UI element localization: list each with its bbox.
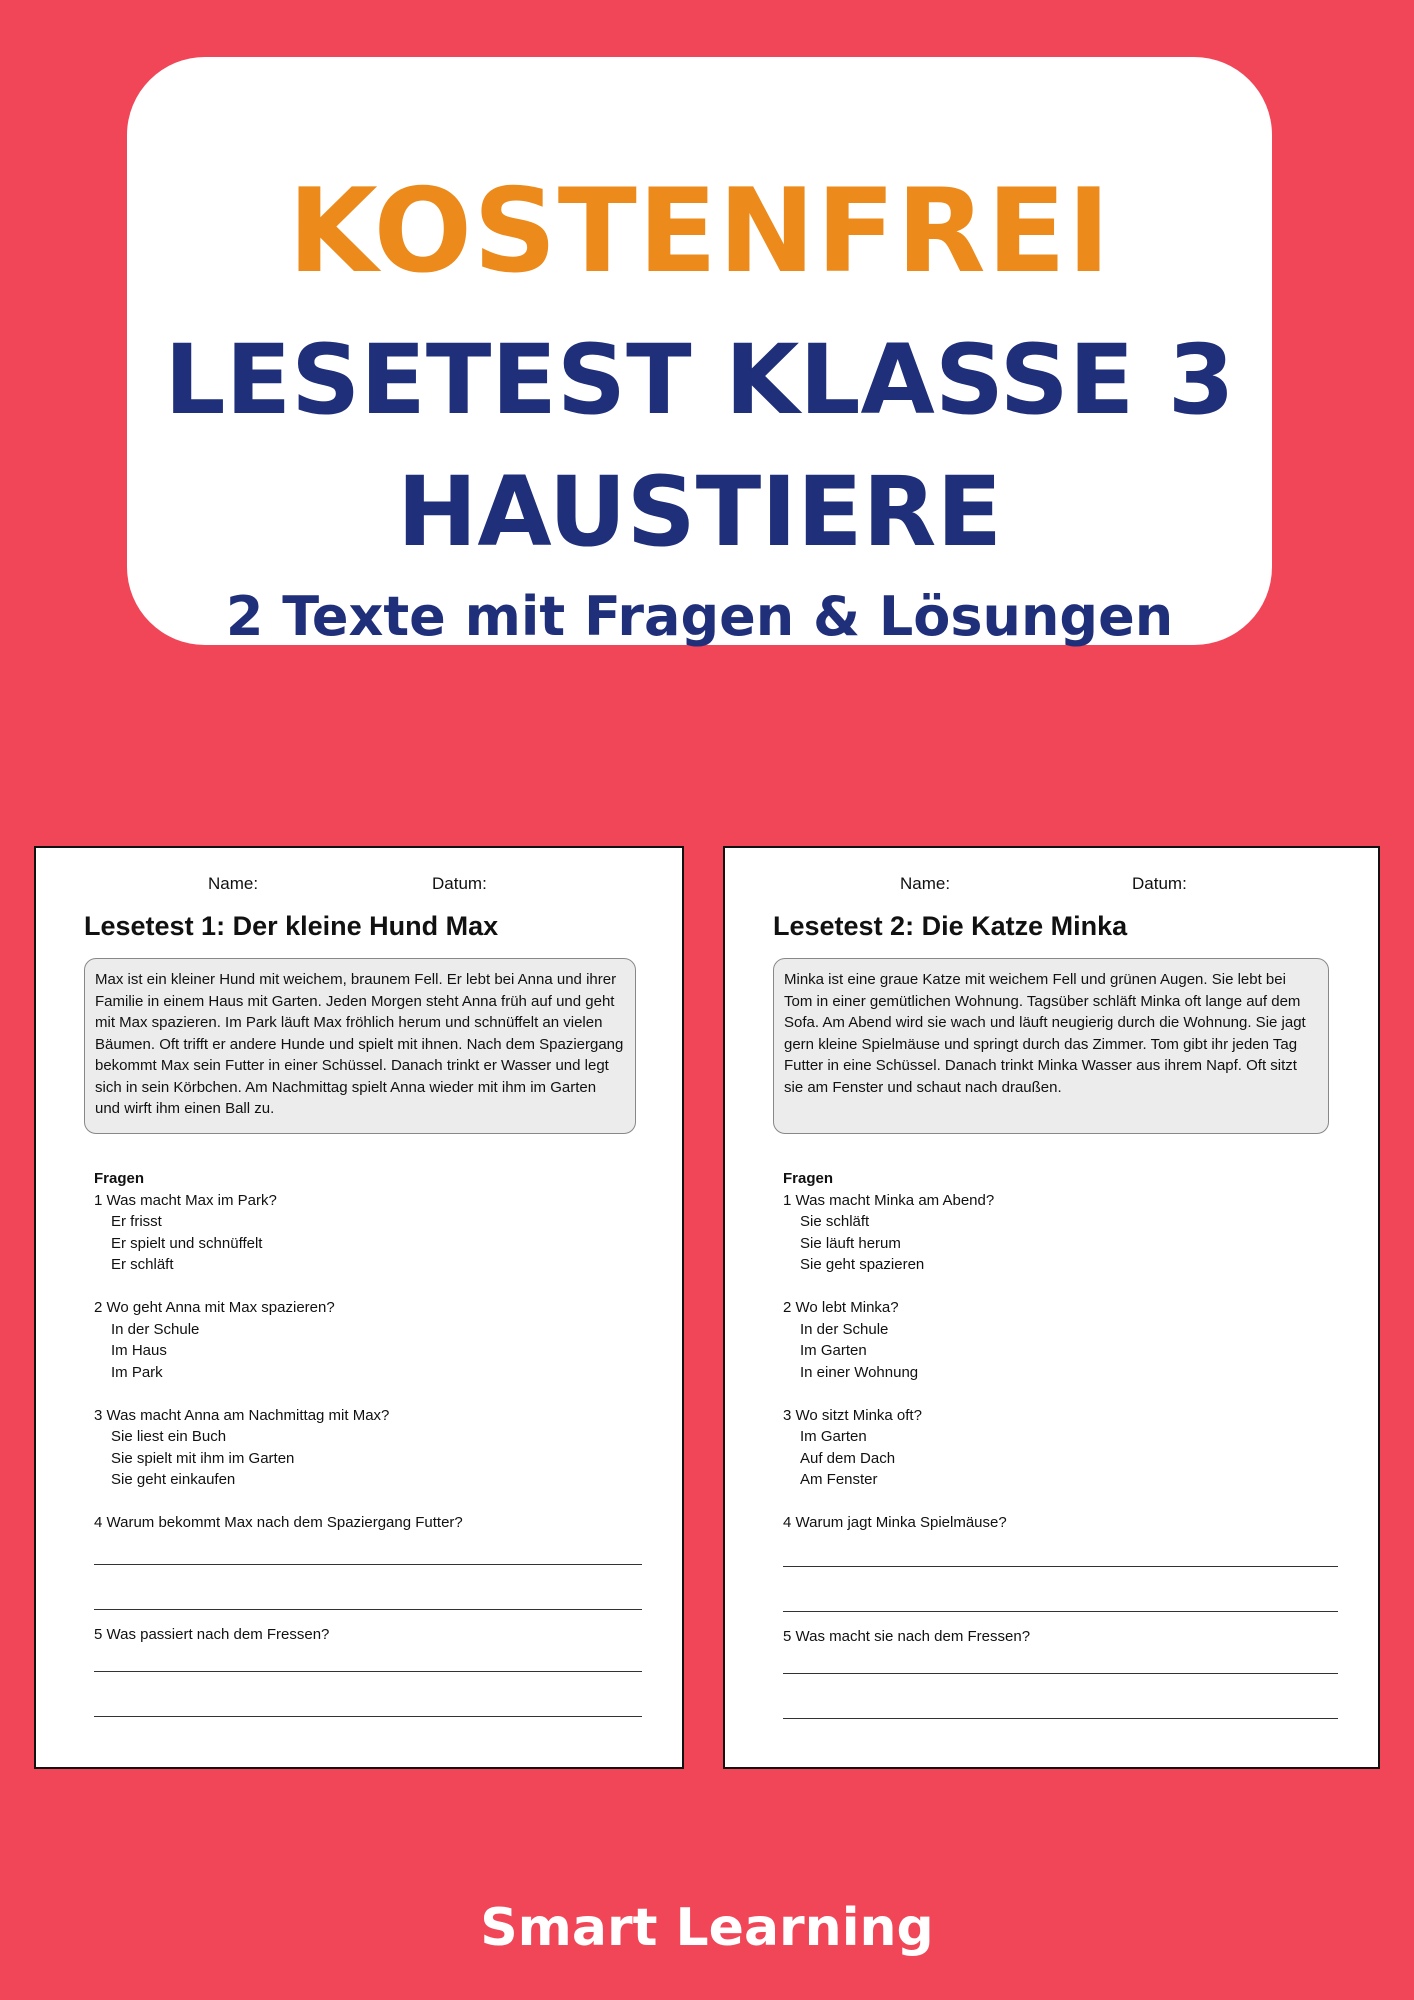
answer-line [783,1611,1338,1612]
question-3 [783,1405,1338,1491]
question-text: 5 Was passiert nach dem Fressen? [94,1625,330,1643]
date-label: Datum: [1132,874,1187,893]
answer-option: In einer Wohnung [800,1363,919,1381]
question-4 [783,1512,1338,1612]
question-4 [94,1512,642,1610]
question-2 [94,1297,642,1383]
question-text: 1 Was macht Minka am Abend? [783,1191,995,1209]
questions-heading: Fragen [783,1170,834,1187]
answer-option: Sie schläft [800,1213,870,1230]
answer-option: Sie geht spazieren [800,1256,925,1273]
answer-option: Im Park [111,1363,163,1381]
answer-option: In der Schule [111,1320,200,1338]
question-text: 3 Was macht Anna am Nachmittag mit Max? [94,1406,390,1424]
question-1 [783,1190,1338,1276]
question-1 [94,1190,642,1276]
reading-text: Minka ist eine graue Katze mit weichem Fell und grünen Augen. Sie lebt bei Tom in einer gemütlichen Wohnung. Tagsüber schläft Minka oft lange auf dem Sofa. Am Abend wird sie wach und läuft neugierig durch die Wohnung. Sie jagt gern kleine Spielmäuse und springt durch das Zimmer. Tom gibt ihr jeden Tag Futter in eine Schüssel. Danach trinkt Minka Wasser aus ihrem Napf. Oft sitzt sie am Fenster und schaut nach draußen. [773,958,1329,1134]
answer-line [783,1673,1338,1674]
answer-option: Auf dem Dach [800,1449,896,1467]
headline-kostenfrei: KOSTENFREI [287,164,1112,299]
question-text: 2 Wo geht Anna mit Max spazieren? [94,1299,335,1316]
answer-line [94,1716,642,1717]
questions-heading: Fragen [94,1170,145,1187]
headline-haustiere: HAUSTIERE [396,456,1003,568]
answer-option: Er spielt und schnüffelt [111,1234,263,1252]
subheadline: 2 Texte mit Fragen & Lösungen [225,585,1174,648]
questions-section [783,1168,1338,1719]
reading-text: Max ist ein kleiner Hund mit weichem, braunem Fell. Er lebt bei Anna und ihrer Familie in einem Haus mit Garten. Jeden Morgen steht Anna früh auf und geht mit Max spazieren. Im Park läuft Max fröhlich herum und schnüffelt an vielen Bäumen. Oft trifft er andere Hunde und spielt mit ihnen. Nach dem Spaziergang bekommt Max sein Futter in einer Schüssel. Danach trinkt er Wasser und legt sich in sein Körbchen. Am Nachmittag spielt Anna wieder mit ihm im Garten und wirft ihm einen Ball zu. [84,958,636,1134]
answer-line [94,1564,642,1565]
worksheet-1 [34,846,684,1769]
question-text: 3 Wo sitzt Minka oft? [783,1406,922,1424]
name-label: Name: [208,874,259,893]
question-3 [94,1405,642,1491]
question-text: 1 Was macht Max im Park? [94,1191,277,1209]
question-5 [783,1626,1338,1720]
question-5 [94,1624,642,1718]
answer-option: Im Garten [800,1428,867,1445]
answer-line [783,1718,1338,1719]
worksheet-title: Lesetest 2: Die Katze Minka [773,911,1128,941]
question-text: 4 Warum bekommt Max nach dem Spaziergang Futter? [94,1514,463,1531]
worksheet-2 [723,846,1380,1769]
answer-option: Sie spielt mit ihm im Garten [111,1449,295,1467]
answer-option: Am Fenster [800,1471,878,1488]
question-text: 4 Warum jagt Minka Spielmäuse? [783,1514,1007,1531]
question-text: 2 Wo lebt Minka? [783,1299,899,1316]
question-2 [783,1297,1338,1383]
headline-lesetest: LESETEST KLASSE 3 [164,324,1235,436]
brand-footer: Smart Learning [480,1898,934,1958]
questions-section [94,1168,642,1717]
answer-option: Im Garten [800,1342,867,1359]
answer-option: Sie läuft herum [800,1234,901,1252]
name-label: Name: [900,874,951,893]
answer-option: Er frisst [111,1213,162,1230]
worksheet-title: Lesetest 1: Der kleine Hund Max [84,911,499,941]
answer-line [94,1671,642,1672]
answer-line [783,1566,1338,1567]
answer-line [94,1609,642,1610]
answer-option: In der Schule [800,1320,889,1338]
answer-option: Sie geht einkaufen [111,1471,236,1488]
answer-option: Im Haus [111,1342,167,1359]
question-text: 5 Was macht sie nach dem Fressen? [783,1627,1031,1645]
answer-option: Er schläft [111,1256,174,1273]
title-card [127,57,1272,648]
date-label: Datum: [432,874,487,893]
answer-option: Sie liest ein Buch [111,1428,227,1445]
